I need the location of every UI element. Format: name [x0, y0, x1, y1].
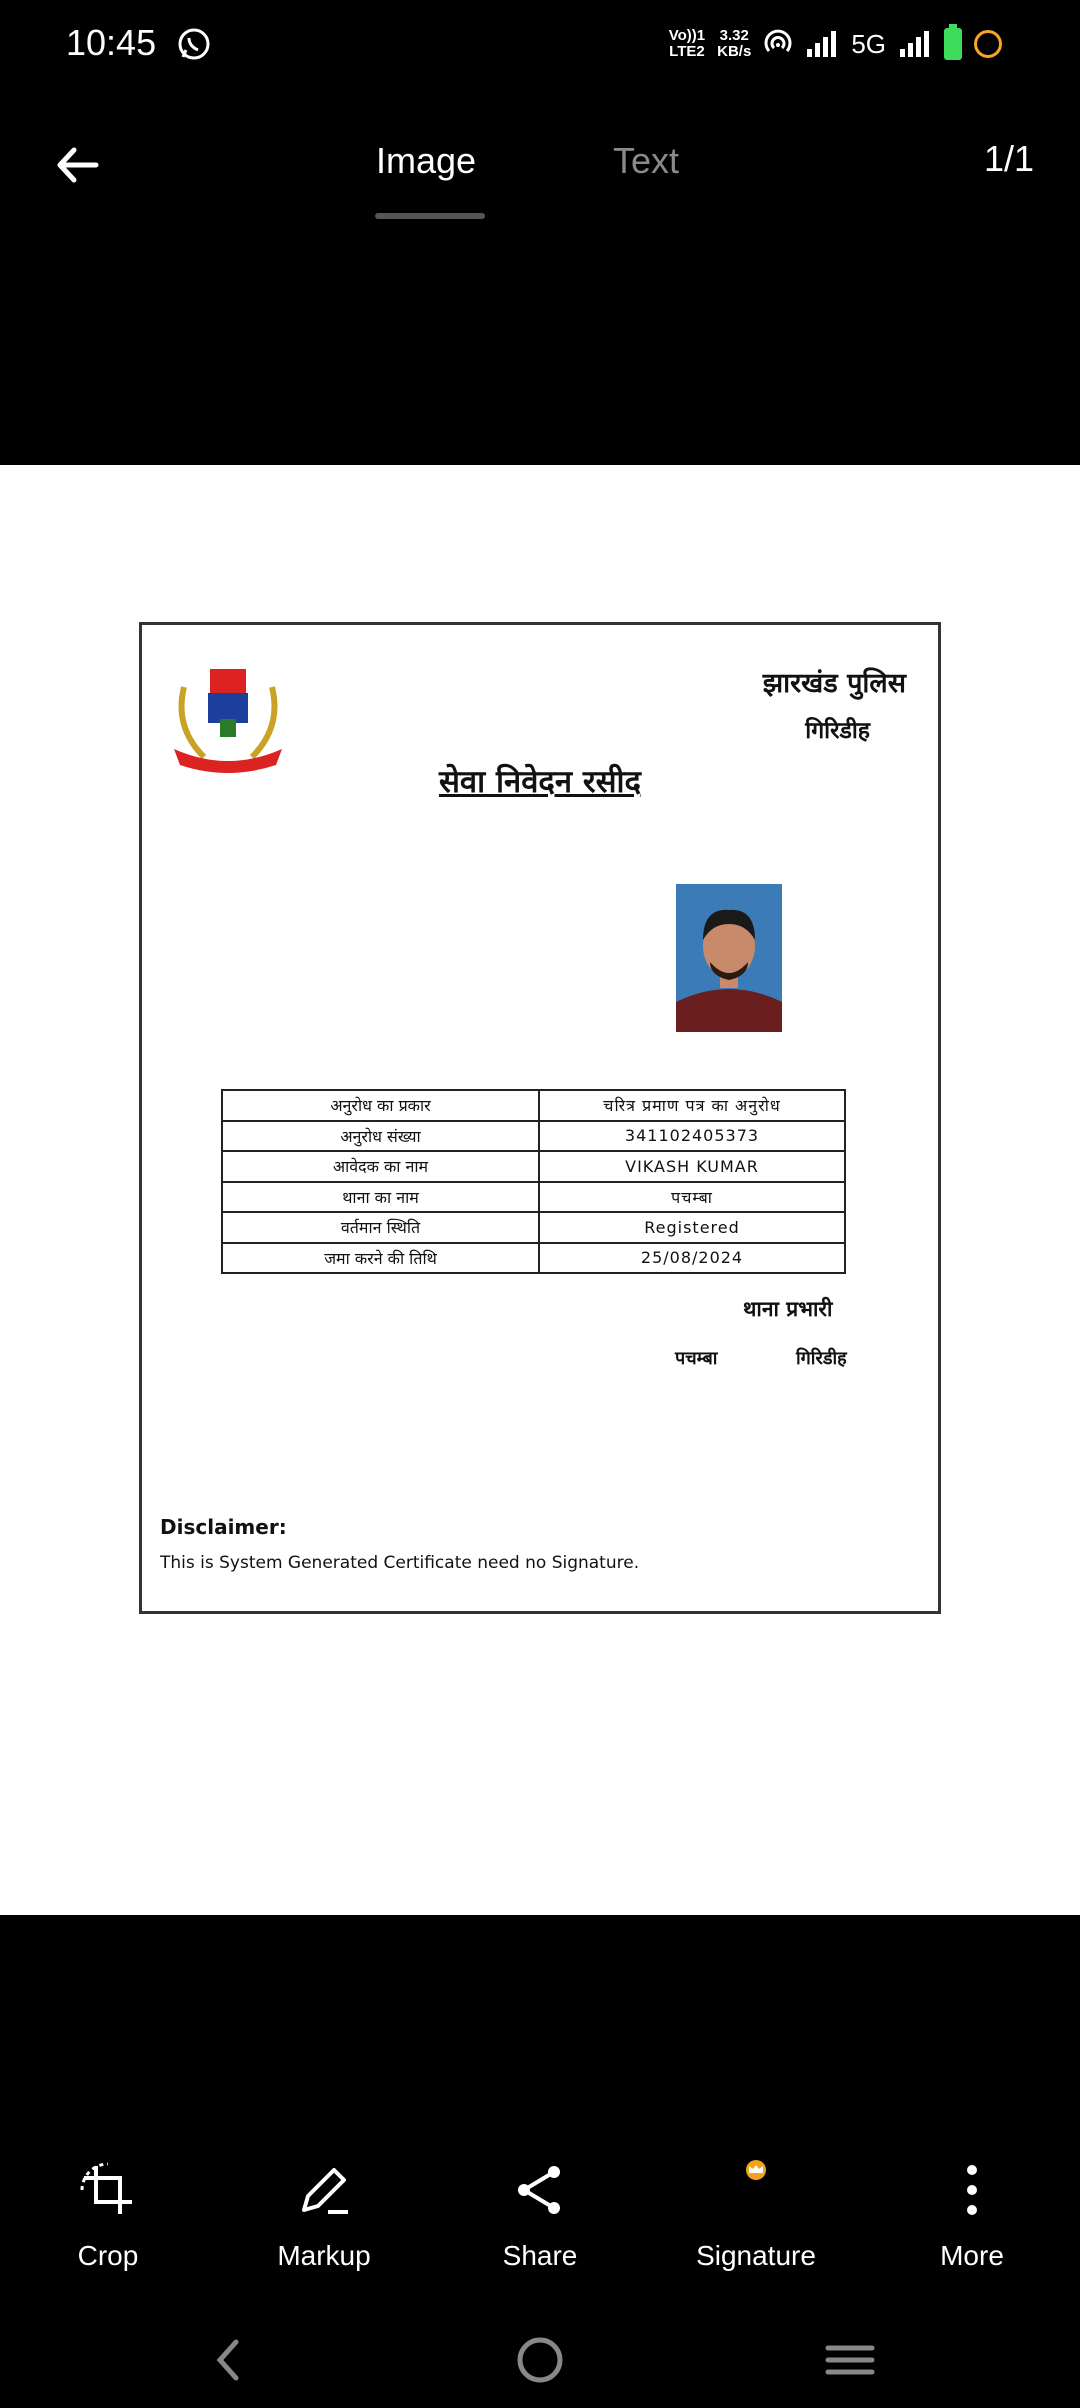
- signal-icon: [805, 29, 839, 59]
- image-viewer[interactable]: [0, 465, 1080, 1915]
- table-row: अनुरोध का प्रकार चरित्र प्रमाण पत्र का अनुरोध: [222, 1090, 845, 1121]
- battery-icon: [944, 28, 962, 60]
- more-vert-icon: [942, 2160, 1002, 2220]
- signature-button[interactable]: Signature: [676, 2130, 836, 2272]
- share-icon: [510, 2160, 570, 2220]
- more-button[interactable]: More: [892, 2130, 1052, 2272]
- request-details-table: [221, 1089, 846, 1274]
- status-bar: [0, 0, 1080, 90]
- charging-icon: [974, 30, 1002, 58]
- page-counter: 1/1: [983, 138, 1034, 179]
- table-row: आवेदक का नाम VIKASH KUMAR: [222, 1151, 845, 1182]
- organization-name: झारखंड पुलिस: [762, 668, 906, 699]
- whatsapp-icon: [176, 26, 212, 62]
- active-tab-indicator: [375, 213, 485, 219]
- nav-back-icon[interactable]: [200, 2330, 260, 2390]
- pen-icon: [294, 2160, 354, 2220]
- station-district: गिरिडीह: [796, 1348, 847, 1369]
- volte-indicator: Vo))1 LTE2: [668, 27, 706, 60]
- markup-button[interactable]: Markup: [244, 2130, 404, 2272]
- tab-text[interactable]: Text: [613, 140, 680, 181]
- district-name: गिरिडीह: [805, 717, 870, 744]
- nav-home-icon[interactable]: [510, 2330, 570, 2390]
- signal-2-icon: [898, 29, 932, 59]
- navigation-bar: [0, 2310, 1080, 2408]
- tab-image[interactable]: Image: [376, 140, 477, 181]
- back-arrow-icon[interactable]: [52, 140, 102, 190]
- table-row: थाना का नाम पचम्बा: [222, 1182, 845, 1213]
- table-row: अनुरोध संख्या 341102405373: [222, 1121, 845, 1152]
- crop-button[interactable]: Crop: [28, 2130, 188, 2272]
- applicant-photo: [676, 884, 782, 1032]
- disclaimer-text: This is System Generated Certificate need no Signature.: [160, 1553, 640, 1573]
- nav-recents-icon[interactable]: [820, 2330, 880, 2390]
- disclaimer-label: Disclaimer:: [160, 1515, 287, 1539]
- network-type: 5G: [851, 28, 886, 59]
- crop-icon: [78, 2160, 138, 2220]
- receipt-document: [139, 622, 941, 1614]
- share-button[interactable]: Share: [460, 2130, 620, 2272]
- crown-icon: [726, 2160, 786, 2220]
- officer-title: थाना प्रभारी: [743, 1296, 833, 1321]
- network-speed: 3.32 KB/s: [717, 27, 752, 60]
- status-time: 10:45: [66, 22, 157, 63]
- hotspot-icon: [763, 29, 793, 59]
- document-title: सेवा निवेदन रसीद: [438, 764, 642, 800]
- station-name: पचम्बा: [675, 1348, 718, 1369]
- table-row: जमा करने की तिथि 25/08/2024: [222, 1243, 845, 1274]
- table-row: वर्तमान स्थिति Registered: [222, 1212, 845, 1243]
- status-icons: [669, 22, 1002, 66]
- bottom-toolbar: [0, 2130, 1080, 2280]
